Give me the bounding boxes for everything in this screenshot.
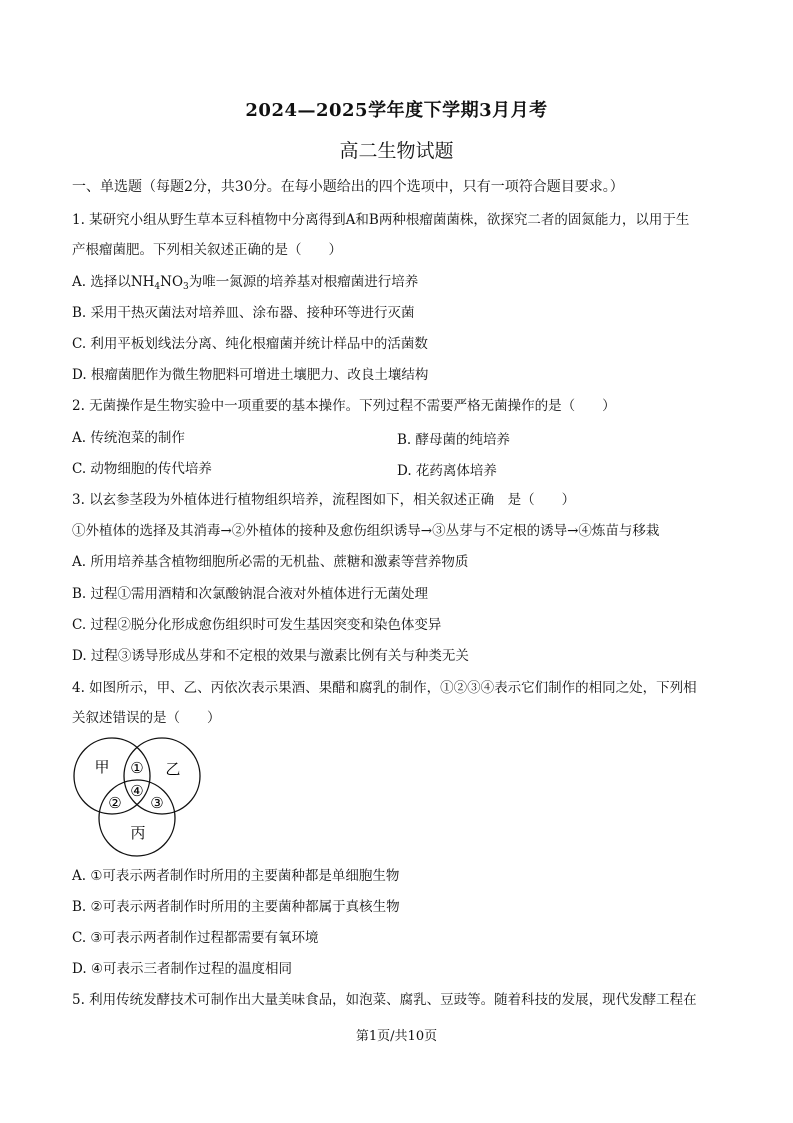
q4-option-a: A. ①可表示两者制作时所用的主要菌种都是单细胞生物 (72, 868, 400, 884)
q4-stem-line2: 关叙述错误的是（ ） (72, 710, 221, 726)
page-footer: 第1页/共10页 (355, 1029, 438, 1044)
q1-stem-line1: 1. 某研究小组从野生草本豆科植物中分离得到A和B两种根瘤菌菌株，欲探究二者的固氮能力，以用于生 (72, 212, 690, 228)
q1-a-post: 为唯一氮源的培养基对根瘤菌进行培养 (188, 274, 419, 290)
q1-stem-line2: 产根瘤菌肥。下列相关叙述正确的是（ ） (72, 242, 342, 258)
q3-option-d: D. 过程③诱导形成丛芽和不定根的效果与激素比例有关与种类无关 (72, 648, 469, 664)
venn-region-3: ③ (150, 794, 164, 812)
q1-a-sub2: 3 (183, 282, 189, 292)
venn-diagram (72, 734, 204, 858)
venn-label-c: 丙 (130, 824, 146, 842)
exam-title: 2024—2025学年度下学期3月月考 (245, 100, 548, 121)
q1-a-sub1: 4 (154, 282, 161, 292)
venn-label-a: 甲 (94, 758, 110, 776)
q2-stem: 2. 无菌操作是生物实验中一项重要的基本操作。下列过程不需要严格无菌操作的是（ ） (72, 398, 616, 414)
q3-option-c: C. 过程②脱分化形成愈伤组织时可发生基因突变和染色体变异 (72, 617, 442, 633)
venn-region-1: ① (130, 759, 144, 777)
q1-option-d: D. 根瘤菌肥作为微生物肥料可增进土壤肥力、改良土壤结构 (72, 367, 429, 383)
section-heading: 一、单选题（每题2分，共30分。在每小题给出的四个选项中，只有一项符合题目要求。） (72, 179, 624, 195)
q2-option-b: B. 酵母菌的纯培养 (397, 432, 511, 448)
q3-stem: 3. 以玄参茎段为外植体进行植物组织培养，流程图如下，相关叙述正确 是（ ） (72, 492, 576, 508)
q4-option-d: D. ④可表示三者制作过程的温度相同 (72, 961, 293, 977)
venn-label-b: 乙 (165, 760, 181, 778)
venn-region-4: ④ (130, 782, 144, 800)
q3-flow: ①外植体的选择及其消毒→②外植体的接种及愈伤组织诱导→③丛芽与不定根的诱导→④炼苗与移栽 (72, 523, 660, 539)
venn-region-2: ② (108, 794, 122, 812)
q2-option-d: D. 花药离体培养 (397, 463, 497, 479)
q4-option-c: C. ③可表示两者制作过程都需要有氧环境 (72, 930, 319, 946)
exam-subtitle: 高二生物试题 (339, 140, 454, 162)
q1-a-mid: NO (160, 274, 184, 290)
q1-option-c: C. 利用平板划线法分离、纯化根瘤菌并统计样品中的活菌数 (72, 336, 428, 352)
q1-option-a (72, 272, 722, 297)
q1-a-pre: A. 选择以NH (72, 274, 155, 290)
q2-option-a: A. 传统泡菜的制作 (72, 430, 185, 446)
q1-option-b: B. 采用干热灭菌法对培养皿、涂布器、接种环等进行灭菌 (72, 305, 415, 321)
q4-stem-line1: 4. 如图所示，甲、乙、丙依次表示果酒、果醋和腐乳的制作，①②③④表示它们制作的相同之处，下列相 (72, 680, 697, 696)
q4-option-b: B. ②可表示两者制作时所用的主要菌种都属于真核生物 (72, 899, 400, 915)
q3-option-b: B. 过程①需用酒精和次氯酸钠混合液对外植体进行无菌处理 (72, 586, 429, 602)
q5-stem-line1: 5. 利用传统发酵技术可制作出大量美味食品，如泡菜、腐乳、豆豉等。随着科技的发展，现代发酵工程在 (72, 992, 697, 1008)
q3-option-a: A. 所用培养基含植物细胞所必需的无机盐、蔗糖和激素等营养物质 (72, 554, 469, 570)
q2-option-c: C. 动物细胞的传代培养 (72, 461, 212, 477)
